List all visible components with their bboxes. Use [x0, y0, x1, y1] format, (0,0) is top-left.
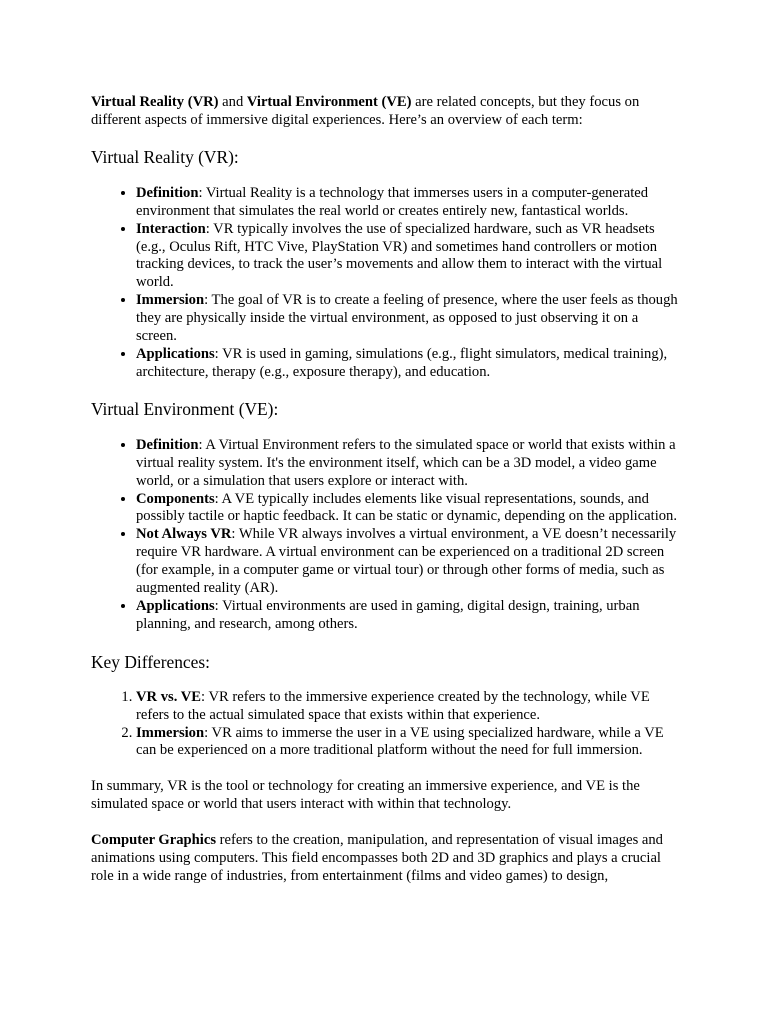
- ve-heading: Virtual Environment (VE):: [91, 398, 279, 419]
- list-item: [136, 221, 681, 293]
- summary-paragraph: In summary, VR is the tool or technology for creating an immersive experience, and VE is the simulated space or world that users interact with within that technology.: [91, 778, 640, 813]
- item-label: Not Always VR: [136, 526, 232, 543]
- item-label: Immersion: [136, 292, 205, 309]
- cg-text: refers to the creation, manipulation, and representation of visual images and animations using computers. This field encompasses both 2D and 3D graphics and plays a crucial role in a wide range of industries, from entertainment (films and video games) to design,: [91, 832, 663, 884]
- key-differences-list: [91, 689, 681, 761]
- key-differences-heading: Key Differences:: [91, 651, 210, 672]
- vr-list: [91, 185, 681, 382]
- ve-list: [91, 437, 681, 634]
- document-page: [91, 94, 681, 886]
- item-label: Definition: [136, 184, 199, 201]
- item-text: : While VR always involves a virtual environment, a VE doesn’t necessarily require VR hardware. A virtual environment can be experienced on a traditional 2D screen (for example, in a computer game or virtual tour) or through other forms of media, such as augmented reality (AR).: [136, 526, 677, 597]
- item-label: Definition: [136, 436, 199, 453]
- list-item: [136, 491, 681, 527]
- item-label: Applications: [136, 597, 215, 614]
- intro-term-ve: Virtual Environment (VE): [246, 94, 412, 110]
- computer-graphics-paragraph: [91, 832, 681, 886]
- list-item: [136, 689, 681, 725]
- list-item: [136, 725, 681, 761]
- item-label: Components: [136, 490, 215, 507]
- list-item: [136, 437, 681, 491]
- intro-text: are related concepts, but they focus on different aspects of immersive digital experiences. Here’s an overview of each term:: [91, 94, 640, 128]
- item-text: : VR typically involves the use of specialized hardware, such as VR headsets (e.g., Oculus Rift, HTC Vive, PlayStation VR) and sometimes hand controllers or motion tracking devices, to track the user’s movements and allow them to interact with the virtual world.: [136, 220, 663, 291]
- item-text: : VR aims to immerse the user in a VE using specialized hardware, while a VE can be experienced on a more traditional platform without the need for full immersion.: [136, 724, 664, 759]
- item-text: : Virtual environments are used in gaming, digital design, training, urban planning, and research, among others.: [136, 597, 640, 632]
- item-text: : The goal of VR is to create a feeling of presence, where the user feels as though they are physically inside the virtual environment, as opposed to just observing it on a screen.: [136, 292, 678, 345]
- item-text: : VR is used in gaming, simulations (e.g., flight simulators, medical training), architecture, therapy (e.g., exposure therapy), and education.: [136, 345, 668, 380]
- list-item: [136, 292, 681, 346]
- item-text: : Virtual Reality is a technology that immerses users in a computer-generated environment that simulates the real world or creates entirely new, fantastical worlds.: [136, 184, 649, 219]
- vr-heading: Virtual Reality (VR):: [91, 146, 239, 167]
- list-item: [136, 185, 681, 221]
- cg-term: Computer Graphics: [91, 832, 216, 849]
- item-text: : A Virtual Environment refers to the simulated space or world that exists within a virtual reality system. It's the environment itself, which can be a 3D model, a video game world, or a simulation that users explore or interact with.: [136, 436, 676, 489]
- item-label: Interaction: [136, 220, 206, 237]
- intro-conjunction: and: [218, 94, 247, 110]
- list-item: [136, 598, 681, 634]
- list-item: [136, 526, 681, 598]
- list-item: [136, 346, 681, 382]
- item-label: VR vs. VE: [136, 688, 202, 705]
- item-text: : A VE typically includes elements like visual representations, sounds, and possibly tactile or haptic feedback. It can be static or dynamic, depending on the application.: [136, 490, 678, 525]
- intro-term-vr: Virtual Reality (VR): [91, 94, 219, 110]
- item-label: Immersion: [136, 724, 205, 741]
- item-label: Applications: [136, 345, 215, 362]
- intro-paragraph: [91, 94, 681, 130]
- item-text: : VR refers to the immersive experience created by the technology, while VE refers to the actual simulated space that exists within that experience.: [136, 688, 650, 723]
